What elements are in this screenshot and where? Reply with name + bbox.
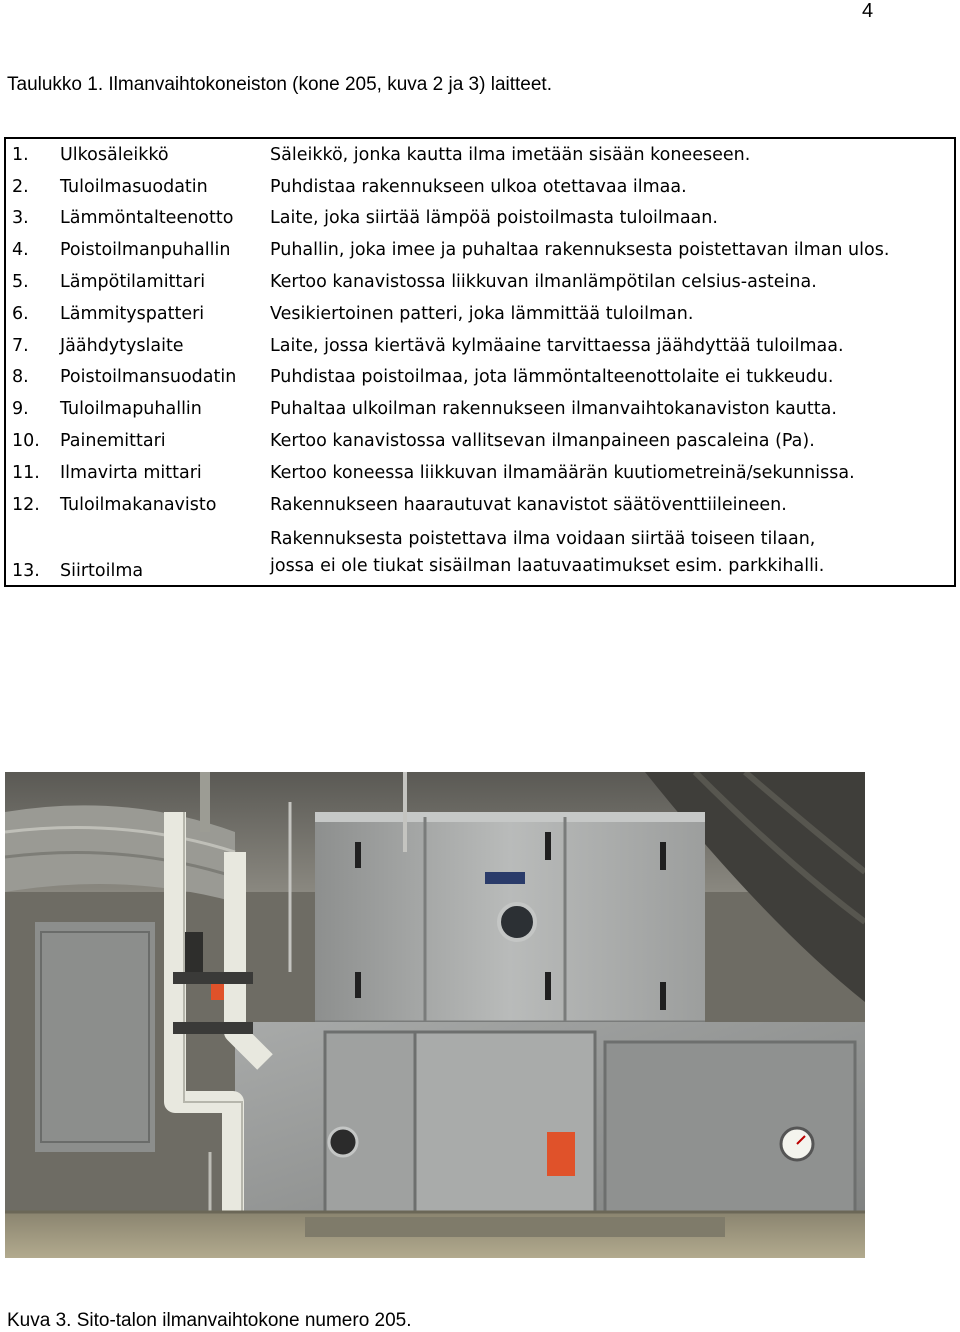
- device-name: Ulkosäleikkö: [60, 144, 169, 165]
- device-name: Painemittari: [60, 431, 166, 452]
- device-description: [264, 362, 955, 394]
- table-row: [5, 298, 955, 330]
- device-description: [264, 330, 955, 362]
- table-caption: Taulukko 1. Ilmanvaihtokoneiston (kone 205, kuva 2 ja 3) laitteet.: [7, 74, 552, 95]
- description-line: Kertoo kanavistossa vallitsevan ilmanpaineen pascaleina (Pa).: [270, 431, 815, 452]
- device-description: [264, 489, 955, 521]
- description-line: Säleikkö, jonka kautta ilma imetään sisään koneeseen.: [270, 144, 751, 165]
- device-description: [264, 171, 955, 203]
- table-row: [5, 489, 955, 521]
- ventilation-unit-photo: [5, 772, 865, 1258]
- row-number: 11.: [12, 462, 40, 483]
- device-name: Jäähdytyslaite: [60, 335, 184, 356]
- photo-illustration: [5, 772, 865, 1258]
- device-description: [264, 298, 955, 330]
- device-name: Tuloilmakanavisto: [60, 494, 217, 515]
- photo-caption: Kuva 3. Sito-talon ilmanvaihtokone numero 205.: [7, 1310, 412, 1331]
- row-number: 8.: [12, 367, 29, 388]
- table-row: [5, 393, 955, 425]
- device-name: Siirtoilma: [60, 560, 144, 581]
- table-row: [5, 234, 955, 266]
- table-row: [5, 362, 955, 394]
- row-number: 9.: [12, 399, 29, 420]
- description-line: Rakennuksesta poistettava ilma voidaan siirtää toiseen tilaan,: [270, 528, 816, 549]
- description-line: Laite, joka siirtää lämpöä poistoilmasta tuloilmaan.: [270, 208, 718, 229]
- row-number: 2.: [12, 176, 29, 197]
- device-table-body: [5, 138, 955, 586]
- device-name: Poistoilmanpuhallin: [60, 240, 231, 261]
- description-line: Puhallin, joka imee ja puhaltaa rakennuksesta poistettavan ilman ulos.: [270, 240, 890, 261]
- table-row: [5, 330, 955, 362]
- description-line: Puhaltaa ulkoilman rakennukseen ilmanvaihtokanaviston kautta.: [270, 399, 837, 420]
- row-number: 5.: [12, 272, 29, 293]
- device-description: [264, 203, 955, 235]
- row-number: 10.: [12, 431, 40, 452]
- page-number: 4: [862, 0, 874, 22]
- device-description: [264, 521, 955, 586]
- row-number: 1.: [12, 144, 29, 165]
- description-line: Puhdistaa rakennukseen ulkoa otettavaa ilmaa.: [270, 176, 687, 197]
- row-number: 4.: [12, 240, 29, 261]
- device-name: Tuloilmapuhallin: [60, 399, 202, 420]
- device-name: Tuloilmasuodatin: [60, 176, 208, 197]
- device-description: [264, 425, 955, 457]
- row-number: 3.: [12, 208, 29, 229]
- table-row: [5, 521, 955, 586]
- table-row: [5, 203, 955, 235]
- description-line: Puhdistaa poistoilmaa, jota lämmöntalteenottolaite ei tukkeudu.: [270, 367, 834, 388]
- table-row: [5, 266, 955, 298]
- device-description: [264, 234, 955, 266]
- description-line: Kertoo kanavistossa liikkuvan ilmanlämpötilan celsius-asteina.: [270, 272, 817, 293]
- device-description: [264, 266, 955, 298]
- device-name: Poistoilmansuodatin: [60, 367, 237, 388]
- table-row: [5, 138, 955, 171]
- device-name: Lämmityspatteri: [60, 303, 205, 324]
- row-number: 13.: [12, 560, 40, 581]
- device-table: [4, 137, 956, 587]
- device-name: Ilmavirta mittari: [60, 462, 202, 483]
- row-number: 12.: [12, 494, 40, 515]
- description-line: Rakennukseen haarautuvat kanavistot säätöventtiileineen.: [270, 494, 787, 515]
- description-line: Vesikiertoinen patteri, joka lämmittää tuloilman.: [270, 303, 694, 324]
- description-line: Laite, jossa kiertävä kylmäaine tarvittaessa jäähdyttää tuloilmaa.: [270, 335, 844, 356]
- device-description: [264, 457, 955, 489]
- description-line: Kertoo koneessa liikkuvan ilmamäärän kuutiometreinä/sekunnissa.: [270, 462, 855, 483]
- table-row: [5, 457, 955, 489]
- row-number: 7.: [12, 335, 29, 356]
- device-description: [264, 138, 955, 171]
- device-name: Lämmöntalteenotto: [60, 208, 234, 229]
- device-name: Lämpötilamittari: [60, 272, 206, 293]
- device-description: [264, 393, 955, 425]
- description-line: jossa ei ole tiukat sisäilman laatuvaatimukset esim. parkkihalli.: [270, 555, 825, 576]
- table-row: [5, 425, 955, 457]
- row-number: 6.: [12, 303, 29, 324]
- table-row: [5, 171, 955, 203]
